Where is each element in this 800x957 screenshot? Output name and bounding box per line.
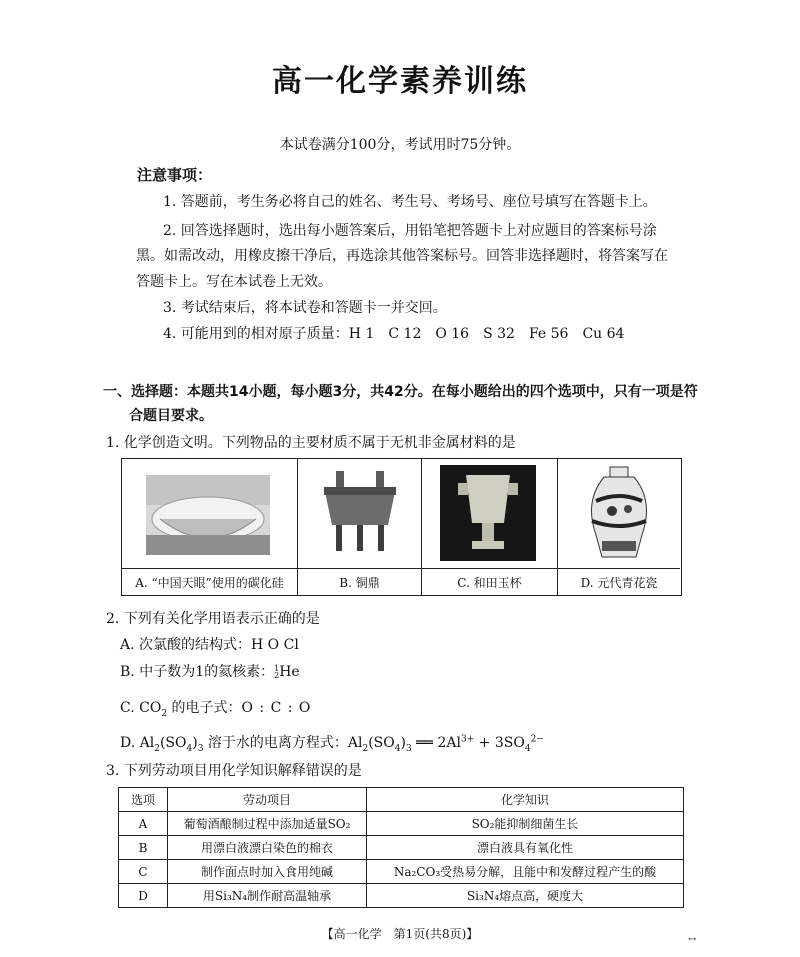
option-a-label: A. “中国天眼”使用的碳化硅 bbox=[122, 568, 297, 595]
table-header-cell: 化学知识 bbox=[367, 788, 684, 812]
table-cell: A bbox=[119, 812, 168, 836]
table-cell: D bbox=[119, 884, 168, 908]
question-3-table bbox=[118, 787, 684, 908]
page-footer: 【高一化学 第1页(共8页)】 bbox=[321, 927, 479, 941]
note-item-2-line-1: 2. 回答选择题时，选出每小题答案后，用铅笔把答题卡上对应题目的答案标号涂 bbox=[163, 223, 657, 239]
q2-option-c: C. $CO_2$ 的电子式：O : C : O bbox=[120, 700, 312, 719]
table-cell: 葡萄酒酿制过程中添加适量SO₂ bbox=[168, 812, 367, 836]
porcelain-vase-icon bbox=[582, 465, 656, 561]
corner-mark: ↔ bbox=[688, 934, 697, 945]
table-cell: SO₂能抑制细菌生长 bbox=[367, 812, 684, 836]
note-item-4: 4. 可能用到的相对原子质量：H 1 C 12 O 16 S 32 Fe 56 Cu 64 bbox=[163, 326, 625, 342]
table-row bbox=[119, 860, 684, 884]
bronze-ding-icon bbox=[316, 469, 404, 555]
option-a-cell bbox=[122, 459, 298, 595]
question-1-stem: 1. 化学创造文明。下列物品的主要材质不属于无机非金属材料的是 bbox=[106, 435, 516, 451]
note-item-2-line-3: 答题卡上。写在本试卷上无效。 bbox=[136, 274, 332, 290]
table-cell: 用Si₃N₄制作耐高温轴承 bbox=[168, 884, 367, 908]
table-cell: 用漂白液漂白染色的棉衣 bbox=[168, 836, 367, 860]
option-b-label: B. 铜鼎 bbox=[298, 568, 421, 595]
table-cell: Si₃N₄熔点高，硬度大 bbox=[367, 884, 684, 908]
note-item-1: 1. 答题前，考生务必将自己的姓名、考生号、考场号、座位号填写在答题卡上。 bbox=[163, 194, 657, 210]
page-title: 高一化学素养训练 bbox=[272, 64, 528, 99]
q2-option-a: A. 次氯酸的结构式：H O Cl bbox=[120, 637, 299, 653]
q2-option-b: B. 中子数为1的氦核素：1 2He bbox=[120, 664, 300, 680]
question-3-stem: 3. 下列劳动项目用化学知识解释错误的是 bbox=[106, 763, 362, 779]
option-d-label: D. 元代青花瓷 bbox=[558, 568, 680, 595]
note-item-3: 3. 考试结束后，将本试卷和答题卡一并交回。 bbox=[163, 300, 447, 316]
table-cell: C bbox=[119, 860, 168, 884]
option-c-label: C. 和田玉杯 bbox=[422, 568, 557, 595]
question-2-stem: 2. 下列有关化学用语表示正确的是 bbox=[106, 611, 320, 627]
jade-cup-icon bbox=[440, 465, 536, 561]
table-cell: Na₂CO₃受热易分解，且能中和发酵过程产生的酸 bbox=[367, 860, 684, 884]
table-header-row bbox=[119, 788, 684, 812]
exam-info: 本试卷满分100分，考试用时75分钟。 bbox=[279, 137, 521, 153]
question-1-image-table bbox=[121, 458, 682, 596]
section-1-heading-cont: 合题目要求。 bbox=[129, 408, 213, 424]
section-1-heading: 一、选择题：本题共14小题，每小题3分，共42分。在每小题给出的四个选项中，只有一项是符 bbox=[103, 384, 698, 400]
table-cell: 漂白液具有氧化性 bbox=[367, 836, 684, 860]
notes-heading: 注意事项： bbox=[137, 166, 213, 184]
table-cell: B bbox=[119, 836, 168, 860]
table-header-cell: 劳动项目 bbox=[168, 788, 367, 812]
option-c-cell bbox=[422, 459, 558, 595]
table-cell: 制作面点时加入食用纯碱 bbox=[168, 860, 367, 884]
option-d-cell bbox=[558, 459, 680, 595]
table-row bbox=[119, 812, 684, 836]
q2-option-d: D. $Al_2(SO_4)_3$ 溶于水的电离方程式：$Al_2(SO_4)_3$ ══ $2Al^{3+} + 3SO_4^{2-}$ bbox=[120, 734, 544, 754]
table-header-cell: 选项 bbox=[119, 788, 168, 812]
telescope-photo-icon bbox=[146, 475, 270, 555]
table-row bbox=[119, 884, 684, 908]
option-b-cell bbox=[298, 459, 422, 595]
table-row bbox=[119, 836, 684, 860]
note-item-2-line-2: 黑。如需改动，用橡皮擦干净后，再选涂其他答案标号。回答非选择题时，将答案写在 bbox=[136, 248, 668, 264]
